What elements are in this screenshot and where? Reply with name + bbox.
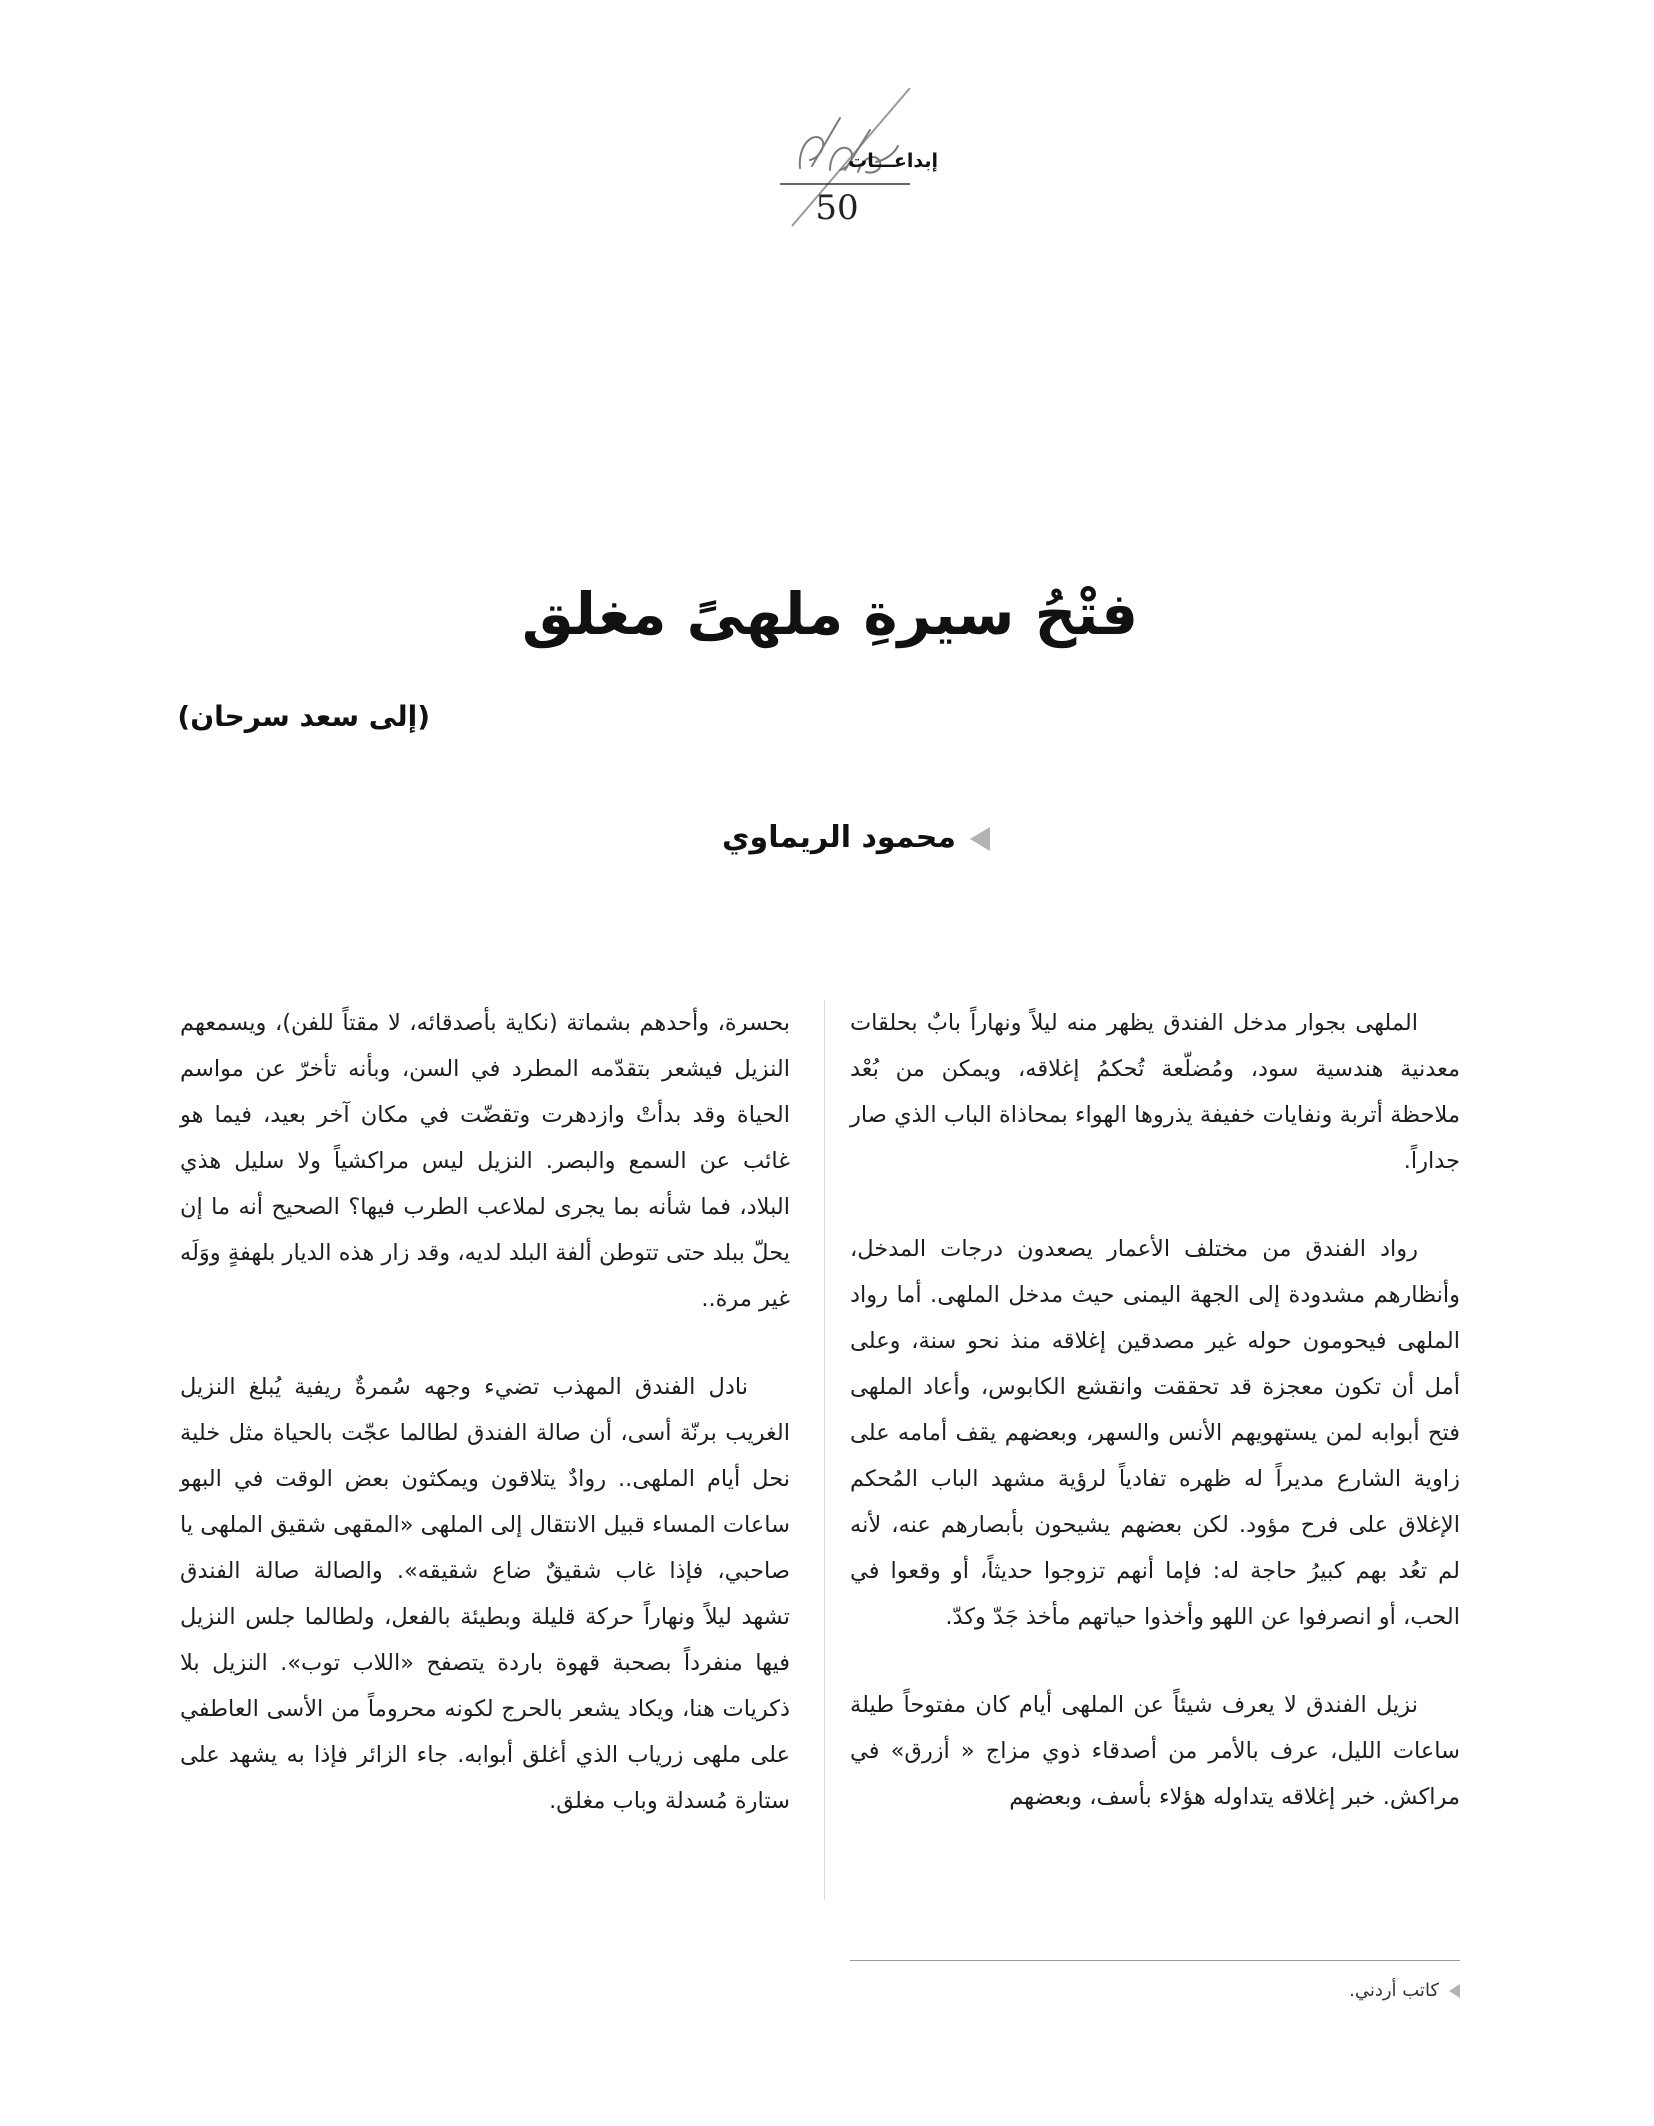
footnote <box>1200 1980 1460 2001</box>
triangle-marker-icon <box>1449 1984 1460 1998</box>
article-title: فتْحُ سيرةِ ملهىً مغلق <box>521 580 1139 648</box>
page-header <box>680 88 980 238</box>
triangle-marker-icon <box>970 827 990 851</box>
paragraph: نادل الفندق المهذب تضيء وجهه سُمرةٌ ريفية يُبلغ النزيل الغريب برنّة أسى، أن صالة الفندق لطالما عجّت بالحياة مثل خلية نحل أيام الملهى.. روادٌ يتلاقون ويمكثون بعض الوقت في البهو ساعات المساء قبيل الانتقال إلى الملهى «المقهى شقيق الملهى يا صاحبي، فإذا غاب شقيقٌ ضاع شقيقه». والصالة صالة الفندق تشهد ليلاً ونهاراً حركة قليلة وبطيئة بالفعل، ولطالما جلس النزيل فيها منفرداً بصحبة قهوة باردة يتصفح «اللاب توب». النزيل بلا ذكريات هنا، ويكاد يشعر بالحرج لكونه محروماً من الأسى العاطفي على ملهى زرياب الذي أغلق أبوابه. جاء الزائر فإذا به يشهد على ستارة مُسدلة وباب مغلق. <box>180 1374 790 1814</box>
footnote-text: كاتب أردني. <box>1349 1980 1439 2001</box>
right-column <box>850 1000 1460 1862</box>
dedication: (إلى سعد سرحان) <box>177 700 430 733</box>
paragraph: الملهى بجوار مدخل الفندق يظهر منه ليلاً ونهاراً بابٌ بحلقات معدنية هندسية سود، ومُضلّعة تُحكمُ إغلاقه، ويمكن من بُعْد ملاحظة أتربة ونفايات خفيفة يذروها الهواء بمحاذاة الباب الذي صار جداراً. <box>850 1010 1460 1174</box>
paragraph: رواد الفندق من مختلف الأعمار يصعدون درجات المدخل، وأنظارهم مشدودة إلى الجهة اليمنى حيث مدخل الملهى. أما رواد الملهى فيحومون حوله غير مصدقين إغلاقه منذ نحو سنة، وعلى أمل أن تكون معجزة قد تحققت وانقشع الكابوس، وأعاد الملهى فتح أبوابه لمن يستهويهم الأنس والسهر، وبعضهم يقف أمامه على زاوية الشارع مديراً له ظهره تفادياً لرؤية مشهد الباب المُحكم الإغلاق على فرح مؤود. لكن بعضهم يشيحون بأبصارهم عنه، لأنه لم تعُد بهم كبيرُ حاجة له: فإما أنهم تزوجوا حديثاً، أو وقعوا في الحب، أو انصرفوا عن اللهو وأخذوا حياتهم مأخذ جَدّ وكدّ. <box>850 1236 1460 1630</box>
column-divider <box>824 1000 825 1900</box>
section-label: إبداعـــات <box>848 150 938 172</box>
left-column <box>180 1000 790 1866</box>
paragraph: نزيل الفندق لا يعرف شيئاً عن الملهى أيام كان مفتوحاً طيلة ساعات الليل، عرف بالأمر من أصدقاء ذوي مزاج « أزرق» في مراكش. خبر إغلاقه يتداوله هؤلاء بأسف، وبعضهم <box>850 1692 1460 1810</box>
paragraph: بحسرة، وأحدهم بشماتة (نكاية بأصدقائه، لا مقتاً للفن)، ويسمعهم النزيل فيشعر بتقدّمه المطرد في السن، وبأنه تأخرّ عن مواسم الحياة وقد بدأتْ وازدهرت وتقضّت في مكان آخر بعيد، فيما هو غائب عن السمع والبصر. النزيل ليس مراكشياً ولا سليل هذي البلاد، فما شأنه بما يجرى لملاعب الطرب فيها؟ الصحيح أنه ما إن يحلّ ببلد حتى تتوطن ألفة البلد لديه، وقد زار هذه الديار بلهفةٍ ووَلَه غير مرة.. <box>180 1010 790 1312</box>
footnote-divider <box>850 1960 1460 1961</box>
author-name: محمود الريماوي <box>722 820 956 855</box>
page-number: 50 <box>815 188 859 228</box>
author-byline <box>660 820 990 855</box>
